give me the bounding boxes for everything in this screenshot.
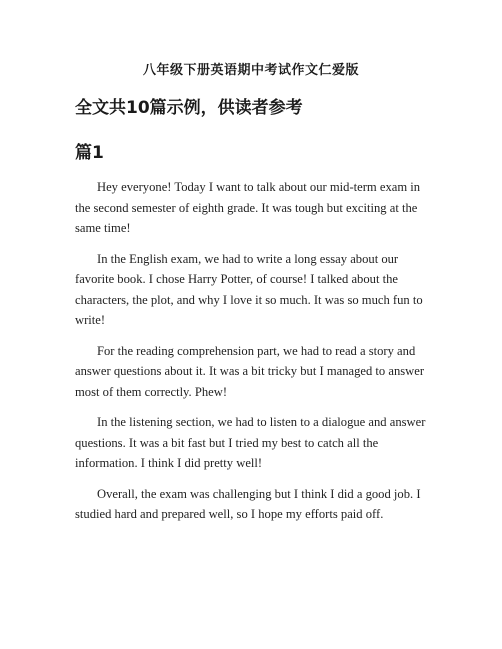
paragraph: In the listening section, we had to listen to a dialogue and answer questions. It was a bit fast but I tried my best to catch all the information. I think I did pretty well! [75,415,426,470]
paragraph: For the reading comprehension part, we had to read a story and answer questions about it. It was a bit tricky but I managed to answer most of them correctly. Phew! [75,343,425,399]
paragraph: Hey everyone! Today I want to talk about our mid-term exam in the second semester of eighth grade. It was tough but exciting at the same time! [75,180,421,235]
paragraph: In the English exam, we had to write a long essay about our favorite book. I chose Harry Potter, of course! I talked about the characters, the plot, and why I love it so much. It was so much fun to write! [75,251,423,327]
essay-body [75,177,431,535]
document-summary: 全文共10篇示例，供读者参考 [75,98,303,118]
paragraph: Overall, the exam was challenging but I think I did a good job. I studied hard and prepared well, so I hope my efforts paid off. [75,486,421,521]
section-heading: 篇1 [75,143,104,163]
document-title: 八年级下册英语期中考试作文仁爱版 [142,63,359,78]
